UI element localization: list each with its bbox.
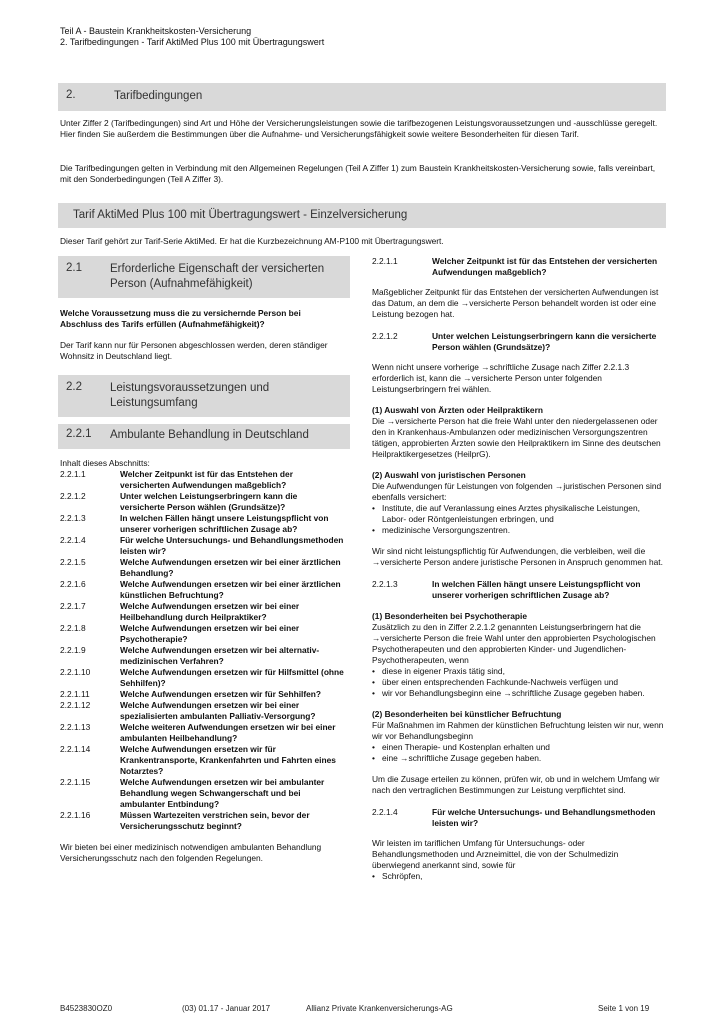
toc-item[interactable]: 2.2.1.14 Welche Aufwendungen ersetzen wir für Krankentransporte, Krankenfahrten und Fahrten eines Notarztes?	[60, 744, 336, 776]
admission-question: Welche Voraussetzung muss die zu versichernde Person bei Abschluss des Tarifs erfüllen (Aufnahmefähigkeit)?	[60, 308, 301, 329]
toc-item[interactable]: 2.2.1.15 Welche Aufwendungen ersetzen wir bei ambulanter Behandlung wegen Schwangerschaft und bei ambulanter Entbindung?	[60, 777, 325, 809]
toc-item[interactable]: 2.2.1.11 Welche Aufwendungen ersetzen wir für Sehhilfen?	[60, 689, 322, 699]
section-2-2-1-2-text: Wenn nicht unsere vorherige →schriftliche Zusage nach Ziffer 2.2.1.3 erforderlich ist, kann die →versicherte Person unter folgenden Leistungserbringern frei wählen.	[372, 362, 630, 394]
section-2-title: Tarifbedingungen	[114, 90, 203, 102]
list-item: • eine →schriftliche Zusage gegeben haben.	[372, 753, 666, 764]
list-item: • Institute, die auf Veranlassung eines Arztes physikalische Leistungen, Labor- oder Röntgenleistungen erbringen, und	[372, 503, 666, 525]
toc-heading: Inhalt dieses Abschnitts:	[60, 458, 150, 468]
section-2-heading	[58, 83, 666, 111]
list-item: • wir vor Behandlungsbeginn eine →schriftliche Zusage gegeben haben.	[372, 688, 666, 699]
section-2-2-1-1-heading: 2.2.1.1 Welcher Zeitpunkt ist für das Entstehen der versicherten Aufwendungen maßgeblich?	[372, 256, 658, 277]
toc-item[interactable]: 2.2.1.13 Welche weiteren Aufwendungen ersetzen wir bei einer ambulanten Heilbehandlung?	[60, 722, 336, 743]
section-2-2-1-4-heading: 2.2.1.4 Für welche Untersuchungs- und Behandlungsmethoden leisten wir?	[372, 807, 656, 828]
section-2-number: 2.	[66, 89, 76, 101]
choice-doctors-heading: (1) Auswahl von Ärzten oder Heilpraktikern	[372, 405, 543, 415]
section-2-2-1-title: Ambulante Behandlung in Deutschland	[110, 429, 309, 441]
psychotherapy-list	[372, 666, 666, 699]
toc-item[interactable]: 2.2.1.5 Welche Aufwendungen ersetzen wir bei einer ärztlichen Behandlung?	[60, 557, 341, 578]
tarif-heading	[58, 203, 666, 228]
legal-entities-list	[372, 503, 666, 536]
footer-edition: (03) 01.17 - Januar 2017	[182, 1004, 271, 1013]
artificial-insemination-list	[372, 742, 666, 764]
list-item: • medizinische Versorgungszentren.	[372, 525, 666, 536]
toc-list	[58, 469, 344, 832]
toc-item[interactable]: 2.2.1.4 Für welche Untersuchungs- und Behandlungsmethoden leisten wir?	[60, 535, 344, 556]
toc-item[interactable]: 2.2.1.2 Unter welchen Leistungserbringern kann die versicherte Person wählen (Grundsätze)?	[60, 491, 298, 512]
list-item: • über einen entsprechenden Fachkunde-Nachweis verfügen und	[372, 677, 666, 688]
psychotherapy-heading: (1) Besonderheiten bei Psychotherapie	[372, 611, 527, 621]
toc-item[interactable]: 2.2.1.6 Welche Aufwendungen ersetzen wir bei einer ärztlichen künstlichen Befruchtung?	[60, 579, 341, 600]
toc-item[interactable]: 2.2.1.3 In welchen Fällen hängt unsere Leistungspflicht von unserer vorherigen schriftlichen Zusage ab?	[60, 513, 329, 534]
footer-page: Seite 1 von 19	[598, 1004, 650, 1013]
section-2-1-number: 2.1	[66, 262, 82, 274]
tarif-title: Tarif AktiMed Plus 100 mit Übertragungswert - Einzelversicherung	[73, 209, 408, 221]
header-line-1: Teil A - Baustein Krankheitskosten-Versicherung	[60, 26, 252, 36]
choice-legal-entities-heading: (2) Auswahl von juristischen Personen	[372, 470, 526, 480]
artificial-insemination-text: Für Maßnahmen im Rahmen der künstlichen Befruchtung leisten wir nur, wenn wir vor Behandlungsbeginn	[372, 720, 664, 741]
left-column	[58, 256, 350, 864]
right-column	[372, 256, 666, 882]
list-item: • Schröpfen,	[372, 871, 666, 882]
section-2-1-title: Erforderliche Eigenschaft der versicherten Person (Aufnahmefähigkeit)	[110, 263, 325, 290]
choice-legal-entities-text: Die Aufwendungen für Leistungen von folgenden →juristischen Personen sind ebenfalls versichert:	[372, 481, 662, 502]
ambulant-closing: Wir bieten bei einer medizinisch notwendigen ambulanten Behandlung Versicherungsschutz nach den folgenden Regelungen.	[60, 842, 322, 863]
running-header	[60, 26, 324, 48]
toc-item[interactable]: 2.2.1.16 Müssen Wartezeiten verstrichen sein, bevor der Versicherungsschutz beginnt?	[60, 810, 310, 831]
toc-item[interactable]: 2.2.1.12 Welche Aufwendungen ersetzen wir bei einer spezialisierten ambulanten Palliativ-Versorgung?	[60, 700, 316, 721]
list-item: • einen Therapie- und Kostenplan erhalten und	[372, 742, 666, 753]
footer-code: B4523830OZ0	[60, 1004, 113, 1013]
toc-item[interactable]: 2.2.1.1 Welcher Zeitpunkt ist für das Entstehen der versicherten Aufwendungen maßgeblich?	[60, 469, 293, 490]
section-2-2-number: 2.2	[66, 381, 82, 393]
section-2-scope: Die Tarifbedingungen gelten in Verbindung mit den Allgemeinen Regelungen (Teil A Ziffer 1) zum Baustein Krankheitskosten-Versicherung sowie, falls vereinbart, mit den Sonderbedingungen (Teil A Ziffer 3).	[60, 163, 656, 184]
methods-list	[372, 871, 666, 882]
choice-doctors-text: Die →versicherte Person hat die freie Wahl unter den niedergelassenen oder den in Krankenhaus-Ambulanzen oder medizinischen Versorgungszentren tätigen, approbierten Ärzten sowie den Heilpraktikern im Sinne des deutschen Heilpraktikergesetzes (HeilprG).	[372, 416, 661, 459]
section-2-2-1-4-text: Wir leisten im tariflichen Umfang für Untersuchungs- oder Behandlungsmethoden und Arzneimittel, die von der Schulmedizin überwiegend anerkannt sind, sowie für	[372, 838, 619, 870]
psychotherapy-text: Zusätzlich zu den in Ziffer 2.2.1.2 genannten Leistungserbringern hat die →versicherte Person die freie Wahl unter den approbierten Psychologischen Psychotherapeuten und den approbierten Kinder- und Jugendlichen-Psychotherapeuten, wenn	[372, 622, 656, 665]
tarif-intro: Dieser Tarif gehört zur Tarif-Serie AktiMed. Er hat die Kurzbezeichnung AM-P100 mit Übertragungswert.	[60, 236, 444, 246]
section-2-1-heading	[58, 256, 350, 298]
admission-answer: Der Tarif kann nur für Personen abgeschlossen werden, deren ständiger Wohnsitz in Deutschland liegt.	[60, 340, 328, 361]
header-line-2: 2. Tarifbedingungen - Tarif AktiMed Plus 100 mit Übertragungswert	[60, 37, 325, 47]
section-2-2-1-number: 2.2.1	[66, 428, 92, 440]
section-2-2-1-3-heading: 2.2.1.3 In welchen Fällen hängt unsere Leistungspflicht von unserer vorherigen schriftlichen Zusage ab?	[372, 579, 641, 600]
section-2-intro: Unter Ziffer 2 (Tarifbedingungen) sind Art und Höhe der Versicherungsleistungen sowie die tarifbezogenen Leistungsvoraussetzungen und -ausschlüsse geregelt. Hier finden Sie außerdem die Bestimmungen über die Aufnahme- und Versicherungsfähigkeit sowie weitere Besonderheiten für diesen Tarif.	[60, 118, 658, 139]
list-item: • diese in eigener Praxis tätig sind,	[372, 666, 666, 677]
section-2-2-1-1-text: Maßgeblicher Zeitpunkt für das Entstehen der versicherten Aufwendungen ist das Datum, an dem die →versicherte Person behandelt worden ist oder eine Leistung bezogen hat.	[372, 287, 659, 319]
toc-item[interactable]: 2.2.1.7 Welche Aufwendungen ersetzen wir bei einer Heilbehandlung durch Heilpraktiker?	[60, 601, 300, 622]
section-2-2-title: Leistungsvoraussetzungen und Leistungsumfang	[110, 382, 270, 409]
toc-item[interactable]: 2.2.1.10 Welche Aufwendungen ersetzen wir für Hilfsmittel (ohne Sehhilfen)?	[60, 667, 344, 688]
section-2-2-1-2-heading: 2.2.1.2 Unter welchen Leistungserbringern kann die versicherte Person wählen (Grundsätze)?	[372, 331, 657, 352]
artificial-insemination-note: Um die Zusage erteilen zu können, prüfen wir, ob und in welchem Umfang wir nach den vertraglichen Bestimmungen zur Leistung verpflichtet sind.	[372, 774, 660, 795]
section-2-2-heading	[58, 375, 350, 417]
toc-item[interactable]: 2.2.1.9 Welche Aufwendungen ersetzen wir bei alternativ-medizinischen Verfahren?	[60, 645, 320, 666]
artificial-insemination-heading: (2) Besonderheiten bei künstlicher Befruchtung	[372, 709, 562, 719]
legal-entities-note: Wir sind nicht leistungspflichtig für Aufwendungen, die verbleiben, weil die →versicherte Person andere juristische Personen in Anspruch genommen hat.	[372, 546, 663, 567]
footer-company: Allianz Private Krankenversicherungs-AG	[306, 1004, 453, 1013]
toc-item[interactable]: 2.2.1.8 Welche Aufwendungen ersetzen wir bei einer Psychotherapie?	[60, 623, 300, 644]
section-2-2-1-heading	[58, 424, 350, 449]
